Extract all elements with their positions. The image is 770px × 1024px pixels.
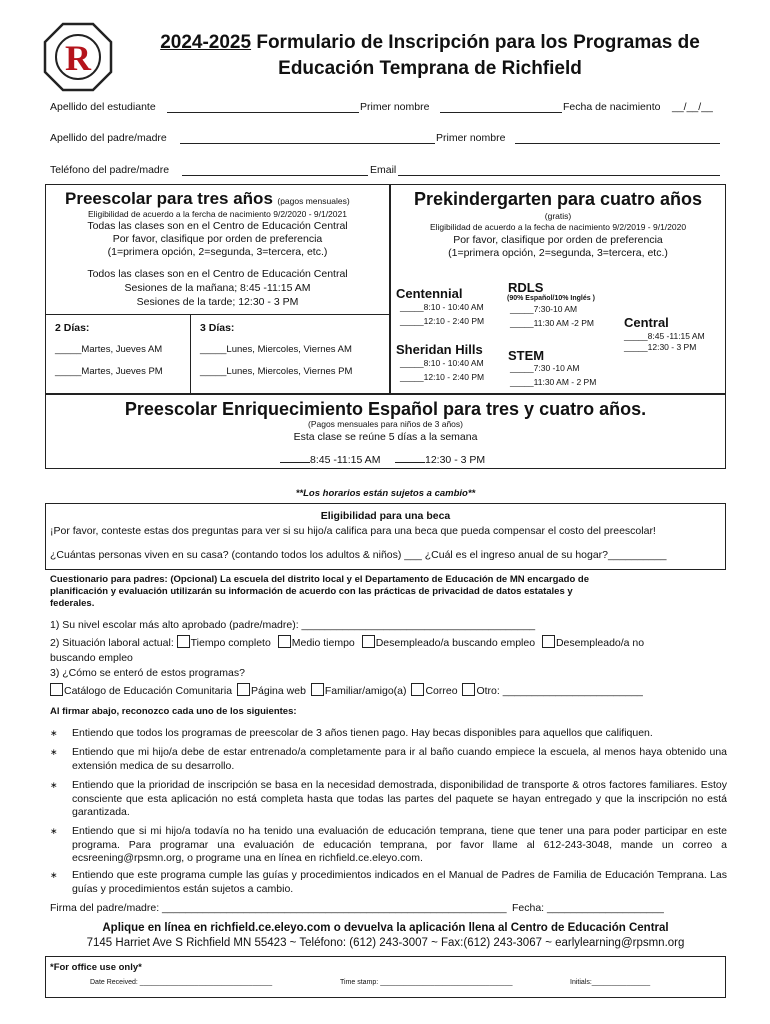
prek4-line2: Por favor, clasifique por orden de preferencia — [453, 234, 663, 246]
employment-label: 2) Situación laboral actual: — [50, 637, 177, 649]
page-title — [120, 30, 740, 82]
prek4-title: Prekindergarten para cuatro años — [413, 189, 703, 209]
contact-address: 7145 Harriet Ave S Richfield MN 55423 ~ Teléfono: (612) 243-3007 ~ Fax:(612) 243-3067 ~ earlylearning@rpsmn.org — [86, 937, 685, 949]
central-pm[interactable]: _____12:30 - 3 PM — [624, 342, 697, 352]
title-line2: Educación Temprana de Richfield — [278, 58, 582, 79]
bullet-icon: ∗ — [50, 747, 58, 757]
acknowledge-item-5: Entiendo que este programa cumple las guías y procedimientos indicados en el Manual de Padres de Familia de Educación Temprana. Las guías y procedimientos están sujetos a cambio. — [72, 869, 727, 895]
office-use-box — [45, 956, 726, 998]
initials-field[interactable]: Initials:_______________ — [570, 979, 651, 986]
spanish-am-option[interactable] — [280, 454, 380, 466]
preschool3-eligibility: Eligibilidad de acuerdo a la fercha de nacimiento 9/2/2020 - 9/1/2021 — [88, 209, 347, 219]
part-time-checkbox[interactable] — [278, 635, 291, 648]
student-last-input[interactable] — [167, 112, 359, 113]
opt-3days-am[interactable]: _____Lunes, Miercoles, Viernes AM — [200, 344, 352, 355]
mail-checkbox[interactable] — [411, 683, 424, 696]
parent-last-label: Apellido del padre/madre — [50, 132, 167, 144]
spanish-pm-blank[interactable] — [395, 462, 425, 463]
signature-field[interactable]: Firma del padre/madre: ___________________________________________________________ — [50, 902, 507, 914]
spanish-pm-option[interactable] — [395, 454, 485, 466]
preschool3-title: Preescolar para tres años — [65, 189, 273, 208]
unemployed-not-seeking-checkbox[interactable] — [542, 635, 555, 648]
col-2-days-header: 2 Días: — [55, 322, 90, 334]
questionnaire-intro-3: federales. — [50, 598, 95, 609]
stem-label: STEM — [508, 348, 545, 363]
preschool3-title-wrap — [65, 189, 350, 209]
parent-phone-input[interactable] — [182, 175, 368, 176]
sheridan-pm[interactable]: _____12:10 - 2:40 PM — [400, 372, 485, 382]
scholarship-intro: ¡Por favor, conteste estas dos preguntas para ver si su hijo/a califica para una beca que pueda compensar el costo del preescolar! — [50, 525, 656, 537]
svg-text:R: R — [65, 38, 91, 78]
acknowledge-item-3: Entiendo que la prioridad de inscripción se basa en la necesidad demostrada, disponibilidad de transporte & otros factores familiares. Estoy consciente que esta aplicación no está completa hasta que todas las partes del paquete se hayan entregado y que la inscripción no está garantizada. — [72, 779, 727, 818]
acknowledge-item-1: Entiendo que todos los programas de preescolar de 3 años tienen pago. Hay becas disponibles para aquellos que califiquen. — [72, 727, 653, 739]
schedule-note: **Los horarios están sujetos a cambio** — [295, 488, 476, 499]
spanish-am: 8:45 -11:15 AM — [310, 454, 381, 466]
bullet-icon: ∗ — [50, 728, 58, 738]
dob-input[interactable]: __/__/__ — [672, 101, 713, 113]
mail-label: Correo — [425, 685, 458, 697]
prek4-line3: (1=primera opción, 2=segunda, 3=tercera, etc.) — [448, 247, 668, 259]
unemployed-seeking-checkbox[interactable] — [362, 635, 375, 648]
family-label: Familiar/amigo(a) — [324, 685, 407, 697]
student-last-label: Apellido del estudiante — [50, 101, 156, 113]
bullet-icon: ∗ — [50, 780, 58, 790]
parent-first-input[interactable] — [515, 143, 720, 144]
student-first-label: Primer nombre — [360, 101, 430, 113]
questionnaire-intro-1: Cuestionario para padres: (Opcional) La escuela del distrito local y el Departamento de Educación de MN encargado de — [50, 574, 589, 585]
rdls-label: RDLS — [508, 280, 544, 295]
full-time-label: Tiempo completo — [190, 637, 271, 649]
bullet-icon: ∗ — [50, 870, 58, 880]
other-label[interactable]: Otro: ________________________ — [476, 685, 643, 697]
preschool3-note: (pagos mensuales) — [277, 196, 350, 206]
spanish-title: Preescolar Enriquecimiento Español para tres y cuatro años. — [124, 399, 647, 419]
date-field[interactable]: Fecha: ____________________ — [512, 902, 664, 914]
sheridan-am[interactable]: _____8:10 - 10:40 AM — [400, 358, 484, 368]
acknowledge-item-2: Entiendo que mi hijo/a debe de estar entrenado/a completamente para ir al baño cuando empiece la escuela, al menos haya obtenido una extensión medica de su desarrollo. — [72, 746, 727, 772]
stem-am[interactable]: _____7:30 -10 AM — [510, 363, 580, 373]
centennial-pm[interactable]: _____12:10 - 2:40 PM — [400, 316, 485, 326]
web-checkbox[interactable] — [237, 683, 250, 696]
family-checkbox[interactable] — [311, 683, 324, 696]
prek4-eligibility: Eligibilidad de acuerdo a la fecha de nacimiento 9/2/2019 - 9/1/2020 — [429, 222, 687, 232]
catalog-label: Catálogo de Educación Comunitaria — [64, 685, 233, 697]
preschool3-line1: Todas las clases son en el Centro de Educación Central — [87, 220, 348, 232]
unemployed-seeking-label: Desempleado/a buscando empleo — [375, 637, 536, 649]
spanish-days: Esta clase se reúne 5 días a la semana — [293, 431, 478, 443]
unemployed-not-seeking-label: Desempleado/a no — [555, 637, 645, 649]
preschool3-line3: (1=primera opción, 2=segunda, 3=tercera, etc.) — [107, 246, 328, 258]
richfield-logo — [43, 22, 113, 92]
employment-row — [50, 635, 644, 649]
time-stamp-field[interactable]: Time stamp: __________________________________ — [340, 979, 513, 986]
opt-2days-pm[interactable]: _____Martes, Jueves PM — [55, 366, 163, 377]
parent-last-input[interactable] — [180, 143, 435, 144]
student-first-input[interactable] — [440, 112, 562, 113]
apply-instructions: Aplique en línea en richfield.ce.eleyo.com o devuelva la aplicación llena al Centro de Educación Central — [102, 922, 669, 934]
preschool3-morning: Sesiones de la mañana; 8:45 -11:15 AM — [124, 282, 311, 294]
preschool3-line2: Por favor, clasifique por orden de preferencia — [112, 233, 323, 245]
email-input[interactable] — [398, 175, 720, 176]
preschool3-line4: Todos las clases son en el Centro de Educación Central — [87, 268, 348, 280]
full-time-checkbox[interactable] — [177, 635, 190, 648]
web-label: Página web — [251, 685, 306, 697]
catalog-checkbox[interactable] — [50, 683, 63, 696]
opt-2days-am[interactable]: _____Martes, Jueves AM — [55, 344, 163, 355]
employment-cont: buscando empleo — [50, 652, 133, 664]
central-label: Central — [624, 315, 669, 330]
other-checkbox[interactable] — [462, 683, 475, 696]
acknowledge-heading: Al firmar abajo, reconozco cada uno de los siguientes: — [50, 706, 297, 717]
part-time-label: Medio tiempo — [291, 637, 355, 649]
dob-label: Fecha de nacimiento — [563, 101, 661, 113]
education-level-question[interactable]: 1) Su nivel escolar más alto aprobado (padre/madre): ________________________________________ — [50, 619, 536, 631]
title-year: 2024-2025 — [160, 32, 252, 53]
rdls-pm[interactable]: _____11:30 AM -2 PM — [510, 318, 594, 328]
parent-phone-label: Teléfono del padre/madre — [50, 164, 170, 176]
stem-pm[interactable]: _____11:30 AM - 2 PM — [510, 377, 597, 387]
source-row — [50, 683, 643, 697]
centennial-label: Centennial — [396, 286, 463, 301]
title-main: Formulario de Inscripción para los Programas de — [251, 32, 700, 53]
preschool3-divider-h — [45, 314, 390, 315]
sheridan-label: Sheridan Hills — [396, 342, 483, 357]
office-use-label: *For office use only* — [50, 962, 142, 973]
email-label: Email — [370, 164, 397, 176]
preschool3-divider-v — [190, 314, 191, 394]
source-question: 3) ¿Cómo se enteró de estos programas? — [50, 667, 245, 679]
spanish-note: (Pagos mensuales para niños de 3 años) — [308, 419, 463, 429]
central-am[interactable]: _____8:45 -11:15 AM — [624, 331, 705, 341]
centennial-am[interactable]: _____8:10 - 10:40 AM — [400, 302, 484, 312]
questionnaire-intro-2: planificación y evaluación utilizarán su información de acuerdo con las prácticas de privacidad de datos estatales y — [50, 586, 573, 597]
preschool3-afternoon: Sesiones de la tarde; 12:30 - 3 PM — [136, 296, 299, 308]
opt-3days-pm[interactable]: _____Lunes, Miercoles, Viernes PM — [200, 366, 353, 377]
acknowledge-item-4: Entiendo que si mi hijo/a todavía no ha tenido una evaluación de educación temprana, tiene que tener una para poder participar en este programa. Para programar una evaluación de educación temprana, por favor llame al 612-243-3048, mande un correo a ecsreening@rpsmn.org, o programe una en línea en richfield.ce.eleyo.com. — [72, 825, 727, 864]
prek4-free: (gratis) — [544, 211, 572, 221]
spanish-pm: 12:30 - 3 PM — [425, 454, 486, 466]
bullet-icon: ∗ — [50, 826, 58, 836]
rdls-am[interactable]: _____7:30-10 AM — [510, 304, 578, 314]
scholarship-questions[interactable]: ¿Cuántas personas viven en su casa? (contando todos los adultos & niños) ___ ¿Cuál es el ingreso anual de su hogar?__________ — [50, 549, 667, 561]
rdls-note: (90% Español/10% Inglés ) — [507, 295, 595, 302]
spanish-am-blank[interactable] — [280, 462, 310, 463]
date-received-field[interactable]: Date Received: __________________________________ — [90, 979, 273, 986]
scholarship-title: Eligibilidad para una beca — [320, 510, 451, 522]
col-3-days-header: 3 Días: — [200, 322, 235, 334]
parent-first-label: Primer nombre — [436, 132, 506, 144]
